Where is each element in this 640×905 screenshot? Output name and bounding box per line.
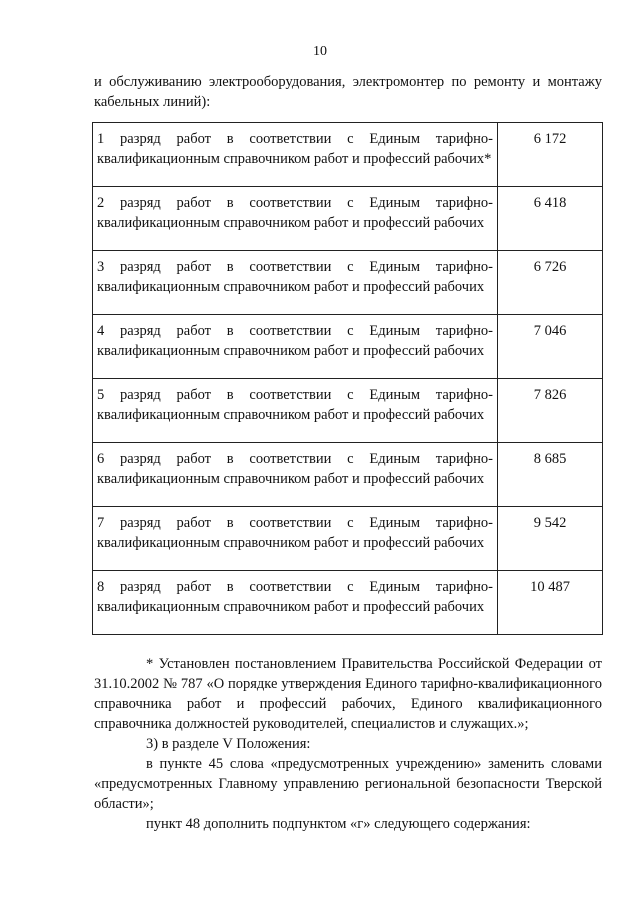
grade-salary: 6 726 (498, 251, 603, 315)
grade-salary: 7 046 (498, 315, 603, 379)
grade-description: 1 разряд работ в соответствии с Единым тарифно-квалификационным справочником работ и профессий рабочих* (93, 123, 498, 187)
table-row (93, 571, 603, 635)
grade-description: 5 разряд работ в соответствии с Единым тарифно-квалификационным справочником работ и профессий рабочих (93, 379, 498, 443)
table-row (93, 187, 603, 251)
grade-description: 2 разряд работ в соответствии с Единым тарифно-квалификационным справочником работ и профессий рабочих (93, 187, 498, 251)
amendment-point-45: в пункте 45 слова «предусмотренных учреждению» заменить словами «предусмотренных Главному управлению региональной безопасности Тверской области»; (94, 756, 602, 812)
table-row (93, 251, 603, 315)
table-row (93, 123, 603, 187)
grade-description: 7 разряд работ в соответствии с Единым тарифно-квалификационным справочником работ и профессий рабочих (93, 507, 498, 571)
grade-salary: 7 826 (498, 379, 603, 443)
amendment-item-3: 3) в разделе V Положения: (146, 736, 311, 752)
table-row (93, 507, 603, 571)
wage-grade-table (92, 122, 603, 635)
amendment-point-48: пункт 48 дополнить подпунктом «г» следующего содержания: (146, 816, 531, 832)
grade-salary: 9 542 (498, 507, 603, 571)
grade-description: 3 разряд работ в соответствии с Единым тарифно-квалификационным справочником работ и профессий рабочих (93, 251, 498, 315)
grade-description: 6 разряд работ в соответствии с Единым тарифно-квалификационным справочником работ и профессий рабочих (93, 443, 498, 507)
grade-salary: 6 172 (498, 123, 603, 187)
grade-salary: 6 418 (498, 187, 603, 251)
footnote-paragraph: * Установлен постановлением Правительства Российской Федерации от 31.10.2002 № 787 «О порядке утверждения Единого тарифно-квалификационного справочника работ и профессий рабочих, Единого квалификационного справочника должностей руководителей, специалистов и служащих.»; (94, 656, 602, 732)
grade-description: 8 разряд работ в соответствии с Единым тарифно-квалификационным справочником работ и профессий рабочих (93, 571, 498, 635)
page-number: 10 (313, 44, 327, 59)
table-row (93, 379, 603, 443)
table-row (93, 443, 603, 507)
grade-description: 4 разряд работ в соответствии с Единым тарифно-квалификационным справочником работ и профессий рабочих (93, 315, 498, 379)
intro-paragraph: и обслуживанию электрооборудования, электромонтер по ремонту и монтажу кабельных линий): (94, 74, 602, 110)
grade-salary: 8 685 (498, 443, 603, 507)
table-row (93, 315, 603, 379)
grade-salary: 10 487 (498, 571, 603, 635)
body-text (94, 654, 602, 834)
